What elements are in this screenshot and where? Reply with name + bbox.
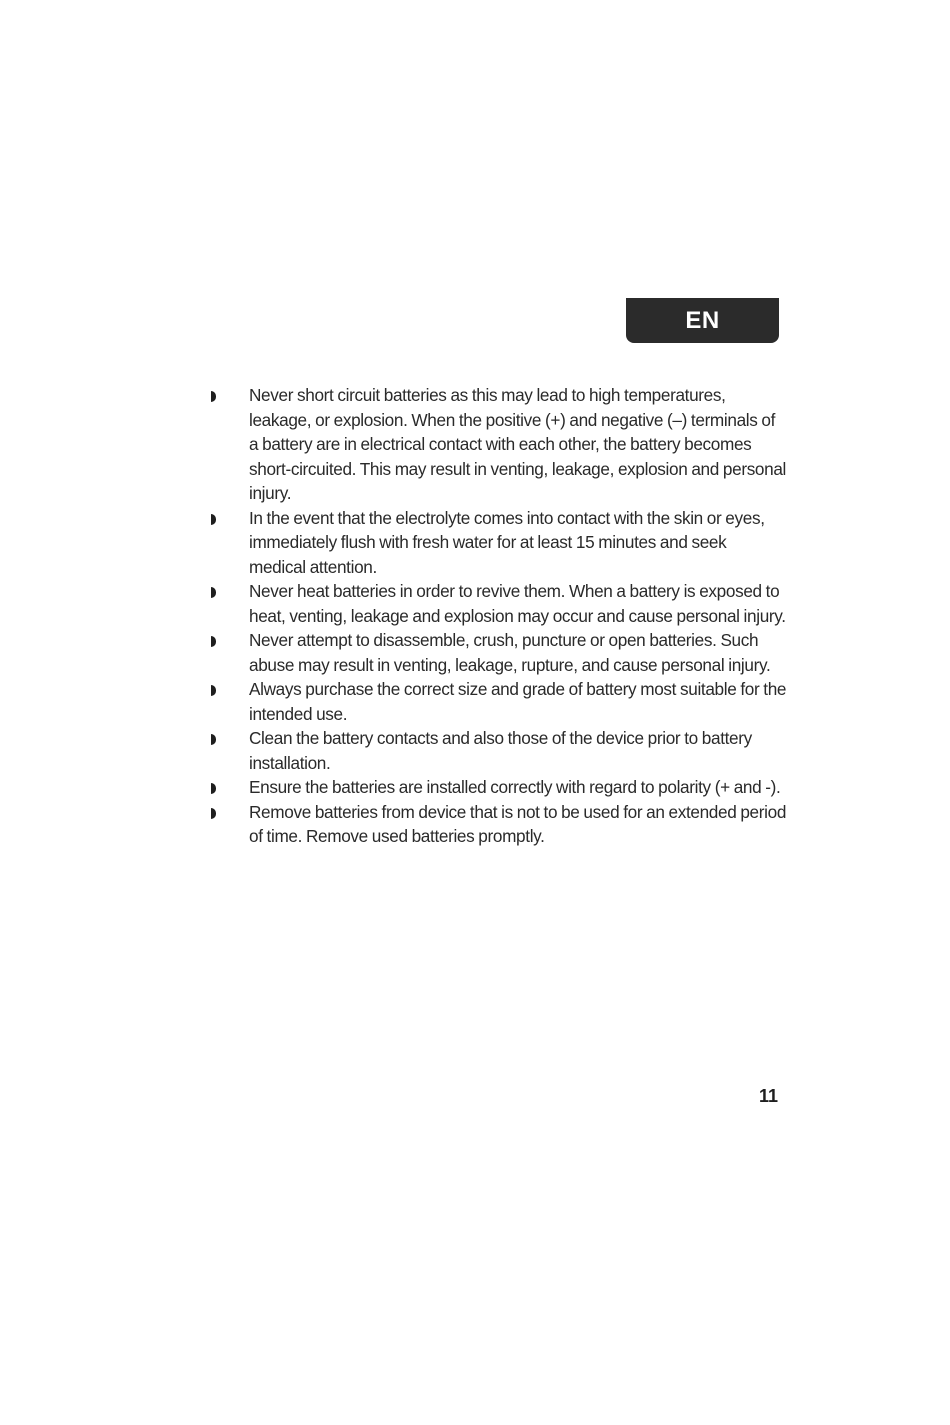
list-item-text: In the event that the electrolyte comes into contact with the skin or eyes, immediately flush with fresh water for at least 15 minutes and seek medical attention. bbox=[249, 507, 765, 577]
bullet-icon bbox=[211, 587, 216, 598]
bullet-icon bbox=[211, 391, 216, 402]
list-item-text: Never short circuit batteries as this may lead to high temperatures, leakage, or explosion. When the positive (+) and negative (–) terminals of a battery are in electrical contact with each other, the battery becomes short-circuited. This may result in venting, leakage, explosion and personal injury. bbox=[249, 385, 787, 503]
bullet-icon bbox=[211, 808, 216, 819]
list-item bbox=[207, 506, 787, 580]
bullet-icon bbox=[211, 685, 216, 696]
list-item-text: Remove batteries from device that is not to be used for an extended period of time. Remove used batteries promptly. bbox=[249, 801, 787, 846]
bullet-icon bbox=[211, 783, 216, 794]
safety-instructions-list bbox=[207, 383, 787, 849]
list-item bbox=[207, 383, 787, 506]
language-tab-label: EN bbox=[685, 306, 720, 334]
list-item bbox=[207, 800, 787, 849]
list-item bbox=[207, 775, 787, 800]
list-item-text: Never heat batteries in order to revive them. When a battery is exposed to heat, venting, leakage and explosion may occur and cause personal injury. bbox=[249, 581, 786, 626]
list-item bbox=[207, 579, 787, 628]
list-item-text: Clean the battery contacts and also those of the device prior to battery installation. bbox=[249, 728, 752, 773]
bullet-icon bbox=[211, 636, 216, 647]
bullet-icon bbox=[211, 734, 216, 745]
bullet-icon bbox=[211, 514, 216, 525]
list-item bbox=[207, 677, 787, 726]
list-item-text: Never attempt to disassemble, crush, puncture or open batteries. Such abuse may result in venting, leakage, rupture, and cause personal injury. bbox=[249, 630, 771, 675]
page-number: 11 bbox=[758, 1086, 778, 1106]
list-item bbox=[207, 726, 787, 775]
language-tab bbox=[626, 298, 779, 343]
list-item-text: Ensure the batteries are installed correctly with regard to polarity (+ and -). bbox=[249, 777, 781, 797]
list-item-text: Always purchase the correct size and grade of battery most suitable for the intended use. bbox=[249, 679, 787, 724]
list-item bbox=[207, 628, 787, 677]
